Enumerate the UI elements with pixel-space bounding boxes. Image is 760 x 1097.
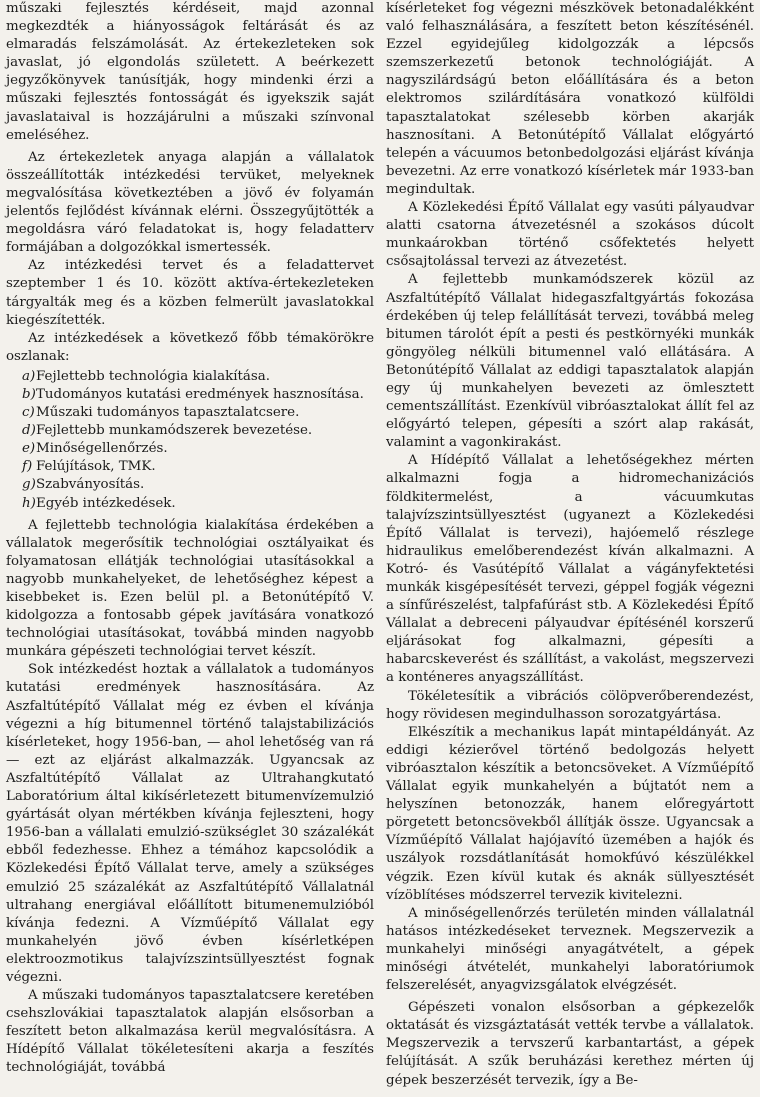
list-marker: g): [22, 477, 36, 493]
list-marker: a): [22, 368, 36, 384]
list-item: [6, 476, 374, 494]
paragraph: Az értekezletek anyaga alapján a vállalatok összeállították intézkedési tervüket, melyeknek megvalósítása következtében a jövő év folyamán jelentős fejlődést kívánnak elérni. Összegyűjtötték a megoldásra váró feladatokat is, hogy feladatterv formájában a dolgozókkal ismertessék.: [6, 149, 374, 256]
list-item-text: Tudományos kutatási eredmények hasznosítása.: [36, 386, 364, 402]
list-item: [6, 386, 374, 404]
list-marker: c): [22, 405, 35, 421]
topic-list: [6, 368, 374, 513]
paragraph: A fejlettebb munkamódszerek közül az Aszfaltútépítő Vállalat hidegaszfaltgyártás fokozása érdekében új telep felállítását tervezi, továbbá meleg bitumen tárolót épít a pesti és pestkörnyéki munkák göngyöleg nélküli bitumennel való ellátására. A Betonútépítő Vállalat az eddigi tapasztalatok alapján egy új munkahelyen bevezeti az ömlesztett cementszállítást. Ezenkívül vibróasztalokat állít fel az előgyártó telepen, gépesíti a szórt alap rakását, valamint a vagonkirakást.: [386, 272, 754, 451]
list-item: [6, 458, 374, 476]
paragraph: kísérleteket fog végezni mészkövek betonadalékként való felhasználására, a feszített beton készítésénél. Ezzel egyidejűleg kidolgozzák a lépcsős szemszerkezetű betonok technológiáját. A nagyszilárdságú beton előállítására és a beton elektromos szilárdítására vonatkozó külföldi tapasztalatokat szélesebb körben akarják hasznosítani. A Betonútépítő Vállalat előgyártó telepén a vácuumos betonbedolgozási eljárást kívánja bevezetni. Az erre vonatkozó kísérletek már 1933-ban megindultak.: [386, 1, 754, 197]
list-item-text: Egyéb intézkedések.: [36, 495, 176, 511]
list-item: [6, 404, 374, 422]
list-marker: b): [22, 386, 36, 402]
list-item-text: Fejlettebb munkamódszerek bevezetése.: [36, 423, 313, 439]
paragraph: Tökéletesítik a vibrációs cölöpverőberendezést, hogy rövidesen megindulhasson sorozatgyártása.: [386, 688, 754, 722]
paragraph: A Közlekedési Építő Vállalat egy vasúti pályaudvar alatti csatorna átvezetésnél a szokásos dúcolt munkaárokban történő csőfektetés helyett csősajtolással tervezi az átvezetést.: [386, 200, 754, 270]
list-item: [6, 368, 374, 386]
list-item-text: Fejlettebb technológia kialakítása.: [36, 368, 271, 384]
list-item-text: Műszaki tudományos tapasztalatcsere.: [36, 405, 300, 421]
list-marker: h): [22, 495, 36, 511]
list-item: [6, 440, 374, 458]
paragraph: Az intézkedések a következő főbb témakörökre oszlanak:: [6, 330, 374, 364]
list-marker: d): [22, 423, 36, 439]
list-item-text: Szabványosítás.: [36, 477, 145, 493]
right-column: [386, 0, 754, 1097]
list-item: [6, 495, 374, 513]
paragraph: műszaki fejlesztés kérdéseit, majd azonnal megkezdték a hiányosságok feltárását és az elmaradás felszámolását. Az értekezleteken sok javaslat, jó elgondolás született. A beérkezett jegyzőkönyvek tanúsítják, hogy mindenki érzi a műszaki fejlesztés fontosságát és igyekszik saját javaslataival is hozzájárulni a műszaki színvonal emeléséhez.: [6, 1, 374, 143]
paragraph: A Hídépítő Vállalat a lehetőségekhez mérten alkalmazni fogja a hidromechanizációs földkitermelést, a vácuumkutas talajvízszintsüllyesztést (ugyanezt a Közlekedési Építő Vállalat is tervezi), hajóemelő részlege hidraulikus emelőberendezést kíván alkalmazni. A Kotró- és Vasútépítő Vállalat a vágányfektetési munkák kisgépesítését tervezi, géppel fogják végezni a sínfűrészelést, talpfafúrást stb. A Közlekedési Építő Vállalat a debreceni pályaudvar építésénél korszerű eljárásokat fog alkalmazni, gépesíti a habarcskeverést és szállítást, a vakolást, megszervezi a konténeres anyagszállítást.: [386, 453, 754, 686]
list-item-text: Minőségellenőrzés.: [36, 441, 168, 457]
paragraph: Sok intézkedést hoztak a vállalatok a tudományos kutatási eredmények hasznosítására. Az Aszfaltútépítő Vállalat még ez évben el kívánja végezni a híg bitumennel történő talajstabilizációs kísérleteket, hogy 1956-ban, — ahol lehetőség van rá — ezt az eljárást alkalmazzák. Ugyancsak az Aszfaltútépítő Vállalat az Ultrahangkutató Laboratórium által kikísérletezett bitumenvízemulzió gyártását olyan mértékben kívánja fejleszteni, hogy 1956-ban a vállalati emulzió-szükséglet 30 százalékát ebből fedezhesse. Ehhez a témához kapcsolódik a Közlekedési Építő Vállalat terve, amely a szükséges emulzió 25 százalékát az Aszfaltútépítő Vállalatnál ultrahang energiával előállított bitumenemulzióból kívánja fedezni. A Vízműépítő Vállalat egy munkahelyén jövő évben kísérletképen elektroozmotikus talajvízszintsüllyesztést fognak végezni.: [6, 662, 374, 985]
paragraph: Elkészítik a mechanikus lapát mintapéldányát. Az eddigi kézierővel történő bedolgozás helyett vibróasztalon készítik a betoncsöveket. A Vízműépítő Vállalat egyik munkahelyén a bújtatót nem a helyszínen betonozzák, hanem előregyártott pörgetett betoncsövekből állítják össze. Ugyancsak a Vízműépítő Vállalat hajójavító üzemében a hajók és uszályok rozsdátlanítását homokfúvó készülékkel végzik. Ezen kívül kutak és aknák süllyesztését vízöblítéses módszerrel tervezik kivitelezni.: [386, 724, 754, 903]
list-marker: e): [22, 441, 36, 457]
list-item-text: Felújítások, TMK.: [36, 459, 156, 475]
list-item: [6, 422, 374, 440]
paragraph: A minőségellenőrzés területén minden vállalatnál hatásos intézkedéseket terveznek. Megszervezik a munkahelyi minőségi anyagátvételt, a gépek minőségi átvételét, munkahelyi laboratóriumok felszerelését, anyagvizsgálatok elvégzését.: [386, 905, 754, 994]
paragraph: Gépészeti vonalon elsősorban a gépkezelők oktatását és vizsgáztatását vették tervbe a vállalatok. Megszervezik a tervszerű karbantartást, a gépek felújítását. A szűk beruházási kerethez mérten új gépek beszerzését tervezik, így a Be-: [386, 1000, 754, 1088]
paragraph: A műszaki tudományos tapasztalatcsere keretében csehszlovákiai tapasztalatok alapján elsősorban a feszített beton alkalmazása kerül megvalósításra. A Hídépítő Vállalat tökéletesíteni akarja a feszítés technológiáját, továbbá: [6, 988, 374, 1076]
paragraph: Az intézkedési tervet és a feladattervet szeptember 1 és 10. között aktíva-értekezleteken tárgyalták meg és a közben felmerült javaslatokkal kiegészítették.: [6, 258, 374, 328]
paragraph: A fejlettebb technológia kialakítása érdekében a vállalatok megerősítik technológiai osztályaikat és folyamatosan ellátják technológiai utasításokkal a nagyobb munkahelyeket, de lehetőséghez képest a kisebbeket is. Ezen belül pl. a Betonútépítő V. kidolgozza a fontosabb gépek javítására vonatkozó technológiai utasításokat, továbbá minden nagyobb munkára gépészeti technológiai tervet készít.: [6, 517, 374, 660]
left-column: [6, 0, 374, 1097]
list-marker: f): [22, 459, 33, 475]
